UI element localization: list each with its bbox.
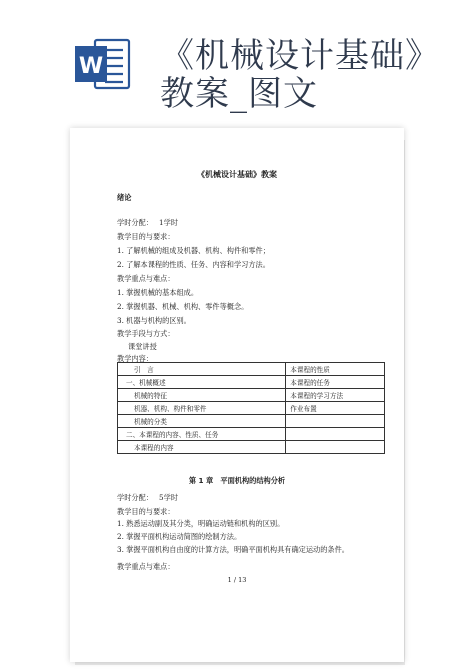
document-page — [70, 128, 404, 662]
banner-title-line1: 《机械设计基础》 — [160, 36, 440, 76]
page-number: 1 / 13 — [227, 576, 247, 584]
content-heading: 教学内容： — [117, 354, 153, 363]
word-letter: W — [78, 54, 104, 79]
chapter-hours-value: 5学时 — [159, 493, 178, 502]
section-heading: 绪论 — [117, 193, 132, 202]
banner-title-line2: 教案_图文 — [160, 74, 318, 114]
table-cell — [286, 441, 385, 454]
table-cell: 引 言 — [118, 363, 286, 376]
table-cell: 二、本课程的内容、性质、任务 — [118, 428, 286, 441]
word-document-icon — [73, 34, 133, 94]
table-cell: 作业布置 — [286, 402, 385, 415]
key-item: 2. 掌握机器、机械、机构、零件等概念。 — [117, 302, 249, 311]
table-cell: 本课程的学习方法 — [286, 389, 385, 402]
key-item: 1. 掌握机械的基本组成。 — [117, 288, 199, 297]
key-item: 3. 机器与机构的区别。 — [117, 316, 191, 325]
chapter-key-heading: 教学重点与难点： — [117, 562, 175, 571]
methods-heading: 教学手段与方式： — [117, 329, 175, 338]
table-cell — [286, 428, 385, 441]
table-row — [118, 415, 385, 428]
table-cell: 机械的分类 — [118, 415, 286, 428]
document-title: 《机械设计基础》教案 — [197, 170, 277, 179]
table-row — [118, 363, 385, 376]
table-cell: 本课程的性质 — [286, 363, 385, 376]
methods-value: 课堂讲授 — [128, 342, 157, 351]
table-cell: 机械的特征 — [118, 389, 286, 402]
key-heading: 教学重点与难点： — [117, 274, 175, 283]
table-cell: 本课程的内容 — [118, 441, 286, 454]
chapter-objective-item: 3. 掌握平面机构自由度的计算方法，明确平面机构具有确定运动的条件。 — [117, 545, 349, 554]
table-row — [118, 376, 385, 389]
hours-label: 学时分配： — [117, 218, 153, 227]
table-row — [118, 389, 385, 402]
table-cell: 机器、机构、构件和零件 — [118, 402, 286, 415]
chapter-objectives-heading: 教学目的与要求： — [117, 507, 175, 516]
table-row — [118, 441, 385, 454]
objective-item: 1. 了解机械的组成及机器、机构、构件和零件； — [117, 246, 270, 255]
table-row — [118, 428, 385, 441]
table-row — [118, 402, 385, 415]
chapter-objective-item: 2. 掌握平面机构运动简图的绘制方法。 — [117, 532, 242, 541]
objectives-heading: 教学目的与要求： — [117, 232, 175, 241]
chapter-title: 第 1 章 平面机构的结构分析 — [188, 476, 286, 485]
chapter-objective-item: 1. 熟悉运动副及其分类，明确运动链和机构的区别。 — [117, 519, 285, 528]
header-banner — [0, 0, 474, 125]
table-cell: 一、机械概述 — [118, 376, 286, 389]
table-cell — [286, 415, 385, 428]
chapter-hours-label: 学时分配： — [117, 493, 153, 502]
content-table — [117, 362, 385, 454]
objective-item: 2. 了解本课程的性质、任务、内容和学习方法。 — [117, 260, 270, 269]
hours-value: 1学时 — [159, 218, 178, 227]
table-cell: 本课程的任务 — [286, 376, 385, 389]
